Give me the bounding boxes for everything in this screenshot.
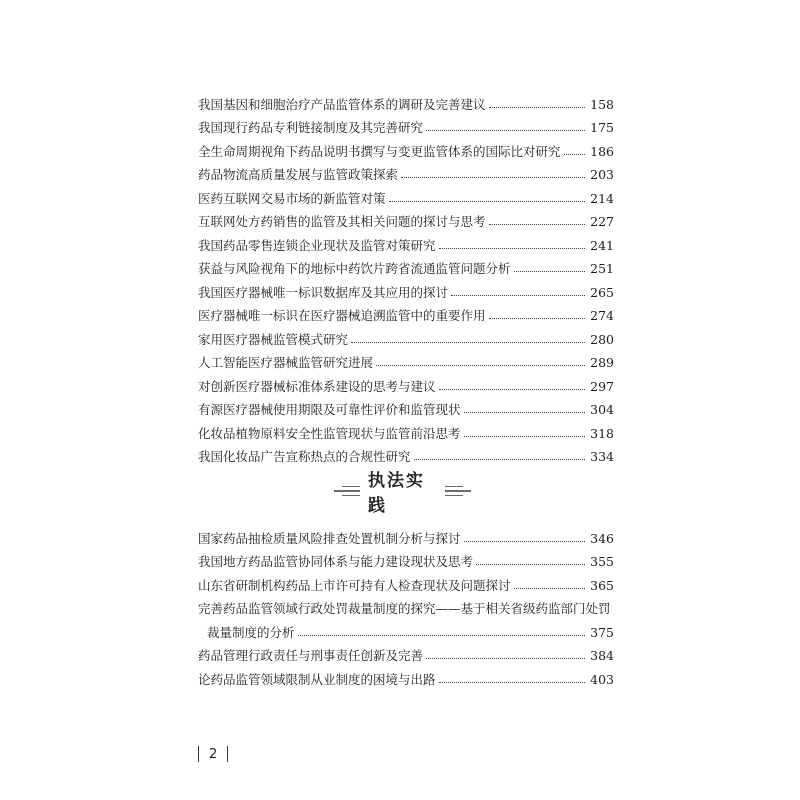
dot-leader: [426, 129, 585, 131]
toc-entry-multiline-cont[interactable]: [198, 616, 614, 640]
toc-entry[interactable]: [198, 300, 614, 324]
toc-entry[interactable]: [198, 323, 614, 347]
dot-leader: [451, 294, 585, 296]
toc-entry[interactable]: [198, 276, 614, 300]
dot-leader: [464, 540, 585, 542]
dot-leader: [426, 657, 585, 659]
toc-entry-page: 251: [590, 261, 614, 276]
toc-entry[interactable]: [198, 663, 614, 687]
dot-leader: [414, 458, 585, 460]
toc-entry-title: 互联网处方药销售的监管及其相关问题的探讨与思考: [198, 215, 486, 229]
toc-entry-page: 384: [590, 648, 614, 663]
toc-entry-title: 我国化妆品广告宣称热点的合规性研究: [198, 450, 411, 464]
dot-leader: [389, 200, 585, 202]
toc-entry-title: 我国基因和细胞治疗产品监管体系的调研及完善建议: [198, 97, 486, 112]
toc-entry-title: 全生命周期视角下药品说明书撰写与变更监管体系的国际比对研究: [198, 144, 561, 159]
toc-entry-title: 论药品监管领域限制从业制度的困境与出路: [198, 672, 436, 687]
section-title: 执法实践: [368, 471, 425, 516]
toc-entry-title: 山东省研制机构药品上市许可持有人检查现状及问题探讨: [198, 578, 511, 593]
dot-leader: [489, 106, 585, 108]
toc-entry-title: 人工智能医疗器械监管研究进展: [198, 356, 374, 370]
toc-entry[interactable]: [198, 417, 614, 441]
toc-entry[interactable]: [198, 370, 614, 394]
toc-entry-title: 化妆品植物原料安全性监管现状与监管前沿思考: [198, 426, 461, 441]
toc-entry-page: 304: [590, 402, 614, 417]
dot-leader: [489, 317, 585, 319]
dot-leader: [376, 364, 585, 366]
toc-entry[interactable]: [198, 253, 614, 277]
toc-entry[interactable]: [198, 182, 614, 206]
toc-section-2: [198, 522, 614, 687]
decorative-lines-left: [330, 486, 360, 497]
toc-entry-title: 医疗器械唯一标识在医疗器械追溯监管中的重要作用: [198, 309, 486, 323]
dot-leader: [464, 411, 585, 413]
toc-entry-page: 265: [590, 284, 614, 300]
toc-entry-page: 289: [590, 355, 614, 370]
dot-leader: [464, 435, 585, 437]
toc-entry-title: 家用医疗器械监管模式研究: [198, 332, 349, 347]
dot-leader: [401, 176, 585, 178]
toc-entry-page: 241: [590, 237, 614, 253]
toc-entry-page: 280: [590, 331, 614, 347]
toc-entry-title: 我国药品零售连锁企业现状及监管对策研究: [198, 238, 436, 253]
toc-entry-page: 334: [590, 449, 614, 464]
toc-entry-page: 355: [590, 554, 614, 569]
page-footer: [198, 744, 228, 764]
dot-leader: [514, 587, 585, 589]
toc-entry[interactable]: [198, 229, 614, 253]
toc-entry-page: 365: [590, 577, 614, 593]
toc-entry[interactable]: [198, 112, 614, 136]
toc-entry[interactable]: [198, 347, 614, 371]
dot-leader: [564, 153, 585, 155]
toc-entry-page: 175: [590, 120, 614, 135]
toc-entry[interactable]: [198, 88, 614, 112]
toc-section-1: [198, 88, 614, 464]
toc-entry[interactable]: [198, 441, 614, 465]
toc-entry-title: 完善药品监管领域行政处罚裁量制度的探究——基于相关省级药监部门处罚: [198, 601, 611, 616]
toc-entry-page: 318: [590, 425, 614, 441]
toc-entry-page: 403: [590, 671, 614, 687]
dot-leader: [298, 634, 585, 636]
toc-entry-page: 214: [590, 190, 614, 206]
toc-entry-title: 对创新医疗器械标准体系建设的思考与建议: [198, 379, 436, 394]
toc-entry[interactable]: [198, 546, 614, 570]
dot-leader: [439, 681, 585, 683]
page-number: 2: [209, 746, 218, 762]
toc-entry-title: 医药互联网交易市场的新监管对策: [198, 191, 386, 206]
toc-entry-title: 药品管理行政责任与刑事责任创新及完善: [198, 649, 424, 663]
section-header: [330, 471, 472, 516]
toc-entry-page: 346: [590, 530, 614, 546]
toc-entry-title: 药品物流高质量发展与监管政策探索: [198, 168, 399, 182]
toc-entry-page: 227: [590, 214, 614, 229]
toc-entry-title: 我国医疗器械唯一标识数据库及其应用的探讨: [198, 285, 449, 300]
toc-entry-multiline-first[interactable]: [198, 593, 614, 617]
dot-leader: [439, 247, 585, 249]
dot-leader: [514, 270, 585, 272]
toc-entry-title: 获益与风险视角下的地标中药饮片跨省流通监管问题分析: [198, 262, 511, 276]
decorative-lines-right: [445, 486, 472, 497]
toc-entry-title: 我国地方药品监管协同体系与能力建设现状及思考: [198, 555, 474, 569]
toc-entry-title: 我国现行药品专利链接制度及其完善研究: [198, 121, 424, 135]
dot-leader: [476, 563, 585, 565]
toc-entry-page: 274: [590, 308, 614, 323]
toc-entry-page: 186: [590, 143, 614, 159]
toc-entry-page: 375: [590, 624, 614, 640]
divider: [198, 746, 199, 762]
toc-entry-title-cont: 裁量制度的分析: [207, 625, 295, 640]
toc-entry-page: 203: [590, 167, 614, 182]
toc-entry-title: 国家药品抽检质量风险排查处置机制分析与探讨: [198, 531, 461, 546]
dot-leader: [439, 388, 585, 390]
toc-entry[interactable]: [198, 159, 614, 183]
toc-entry[interactable]: [198, 522, 614, 546]
toc-entry[interactable]: [198, 394, 614, 418]
toc-entry[interactable]: [198, 135, 614, 159]
toc-entry-title: 有源医疗器械使用期限及可靠性评价和监管现状: [198, 403, 461, 417]
toc-entry[interactable]: [198, 640, 614, 664]
toc-entry-page: 158: [590, 96, 614, 112]
dot-leader: [351, 341, 585, 343]
toc-entry[interactable]: [198, 206, 614, 230]
divider: [227, 746, 228, 762]
toc-entry-page: 297: [590, 378, 614, 394]
dot-leader: [489, 223, 585, 225]
toc-entry[interactable]: [198, 569, 614, 593]
